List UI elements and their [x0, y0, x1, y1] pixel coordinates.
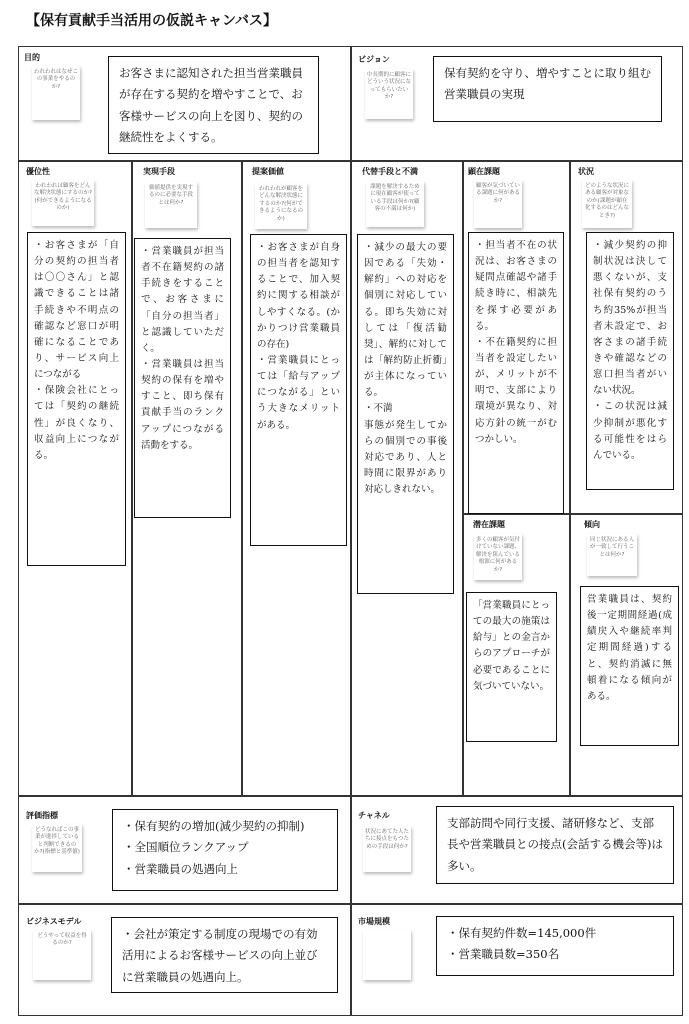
- market-size-prompt-note: [363, 930, 411, 980]
- divider: [350, 46, 352, 160]
- latent-issues-label: 潜在課題: [473, 520, 505, 529]
- divider: [569, 160, 571, 795]
- metrics-label: 評価指標: [26, 811, 58, 820]
- proposal-label: 提案価値: [252, 167, 284, 176]
- value-prompt-note: われわれは顧客をどんな解決状態にするのか?(何ができるようになるのか): [32, 180, 94, 226]
- business-model-content: ・会社が策定する制度の現場での有効活用によるお客様サービスの向上並びに営業職員の処遇向上。: [111, 917, 338, 993]
- value-label: 優位性: [26, 167, 50, 176]
- alternatives-label: 代替手段と不満: [362, 167, 418, 176]
- purpose-prompt-note: われわれはなぜこの事業をやるのか?: [32, 66, 80, 120]
- metrics-prompt-note: どうなればこの事業が進捗していると判断できるのか?(指標と基準値): [32, 824, 82, 872]
- business-model-prompt-note: どうやって収益を得るのか?: [33, 930, 91, 980]
- proposal-content: ・お客さまが自身の担当者を認知することで、加入契約に関する相談がしやすくなる。(かかりつけ営業職員の存在) ・営業職員にとっては「給与アップにつながる」という大きなメリットがある。: [250, 234, 347, 546]
- explicit-issues-prompt-note: 顧客が気づいている課題に何があるか?: [474, 180, 522, 228]
- divider: [350, 160, 352, 795]
- vision-content: 保有契約を守り、増やすことに取り組む営業職員の実現: [433, 56, 662, 122]
- alternatives-content: ・減少の最大の要因である「失効・解約」への対応を個別に対応している。即ち失効に対しては「復活勧奨」、解約に対しては「解約防止折衝」が主体になっている。 ・不満 事態が発生してからの個別での事後対応であり、人と時間に限界があり対応しきれない。: [357, 234, 454, 594]
- latent-issues-prompt-note: 多くの顧客が気付けていない課題、解決を阻んでいる根源に何があるか?: [474, 534, 522, 580]
- vision-prompt-note: 中長期的に顧客にどういう状況になってもらいたいか?: [365, 69, 413, 119]
- divider: [131, 160, 133, 795]
- metrics-content: ・保有契約の増加(減少契約の抑制) ・全国順位ランクアップ ・営業職員の処遇向上: [112, 809, 338, 891]
- channel-content: 支部訪問や同行支援、諸研修など、支部長や営業職員との接点(会話する機会等)は多い。: [436, 806, 674, 884]
- business-model-label: ビジネスモデル: [26, 917, 82, 926]
- purpose-label: 目的: [24, 53, 40, 62]
- purpose-content: お客さまに認知された担当営業職員が存在する契約を増やすことで、お客様サービスの向上を図り、契約の継続性をよくする。: [108, 56, 319, 154]
- proposal-prompt-note: われわれが顧客をどんな解決状態にするのか?(何ができるようになるのか): [255, 183, 307, 229]
- tendency-label: 傾向: [584, 520, 600, 529]
- means-content: ・営業職員が担当者不在籍契約の諸手続きをすることで、お客さまに「自分の担当者」と認識していただく。 ・営業職員は担当契約の保有を増やすこと、即ち保有貢献手当のランクアップにつながる活動をする。: [134, 238, 231, 518]
- vision-label: ビジョン: [358, 55, 390, 64]
- explicit-issues-content: ・担当者不在の状況は、お客さまの疑問点確認や諸手続き時に、相談先を探す必要がある。 ・不在籍契約に担当者を設定したいが、メリットが不明で、支部により環境が異なり、対応方針の統一がむつかしい。: [468, 232, 564, 514]
- divider: [569, 513, 683, 515]
- situation-prompt-note: どのような状況にある顧客が対象なのか(課題が顕在化するのはどんなとき?): [582, 180, 632, 228]
- tendency-prompt-note: 同じ状況にある人が一致して行うことは何か?: [587, 534, 637, 576]
- means-prompt-note: 価値提供を実現するのに必要な手段とは何か?: [145, 182, 197, 228]
- tendency-content: 営業職員は、契約後一定期間経過(成績戻入や継続率判定期間経過)すると、契約消滅に無頓着になる傾向がある。: [580, 586, 679, 746]
- channel-prompt-note: 状況にあてた人たちに接点をもつための手段は何か?: [363, 826, 411, 872]
- alternatives-prompt-note: 課題を解決するために現在顧客が使っている手段は何か?(顧客の不満は何か): [366, 181, 424, 227]
- situation-content: ・減少契約の抑制状況は決して悪くないが、支社保有契約のうち約35%が担当者未設定で、お客さまの諸手続きや確認などの窓口担当者がいない状況。 ・この状況は減少抑制が悪化する可能性をはらんでいる。: [586, 232, 674, 490]
- page-title: 【保有貢献手当活用の仮説キャンバス】: [26, 13, 278, 29]
- explicit-issues-label: 顕在課題: [468, 167, 500, 176]
- divider: [241, 160, 243, 795]
- value-content: ・お客さまが「自分の契約の担当者は〇〇さん」と認識できることは諸手続きや不明点の確認など窓口が明確になることであり、サービス向上につながる ・保険会社にとっては「契約の継続性」が良くなり、収益向上につながる。: [27, 232, 126, 566]
- market-size-label: 市場規模: [358, 917, 390, 926]
- market-size-content: ・保有契約件数=145,000件 ・営業職員数=350名: [436, 916, 674, 976]
- latent-issues-content: 「営業職員にとっての最大の施策は給与」との金言からのアプローチが必要であることに気づいていない。: [466, 592, 557, 742]
- divider: [350, 795, 352, 1016]
- situation-label: 状況: [578, 167, 594, 176]
- divider: [462, 160, 464, 795]
- channel-label: チャネル: [358, 811, 390, 820]
- means-label: 実現手段: [143, 167, 175, 176]
